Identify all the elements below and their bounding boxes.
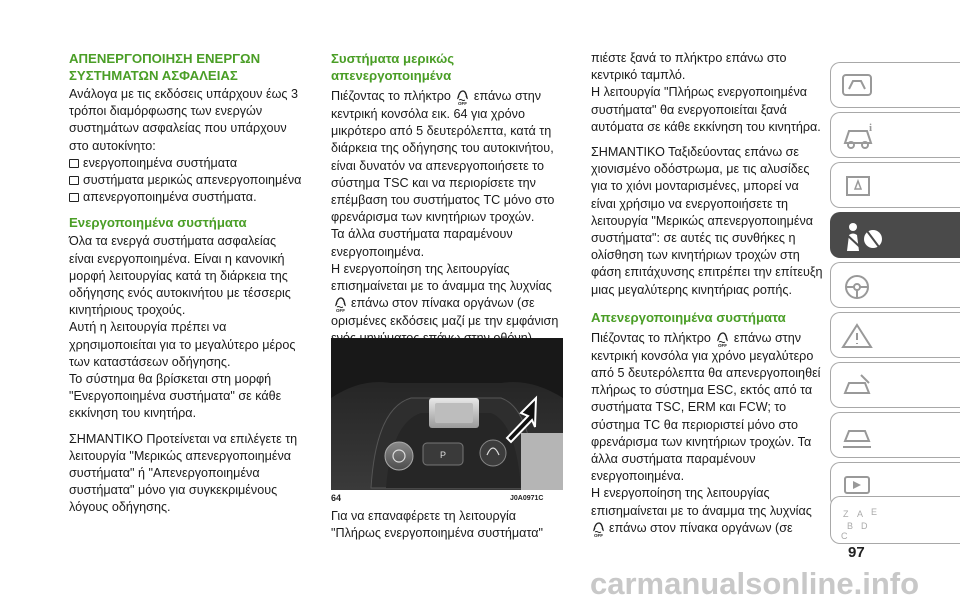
- section-title: Συστήματα μερικώς απενεργοποιημένα: [331, 51, 455, 83]
- paragraph: πιέστε ξανά το πλήκτρο επάνω στο κεντρικό ταμπλό.: [591, 51, 787, 83]
- subsection-title: Ενεργοποιημένα συστήματα: [69, 215, 247, 231]
- column-2: [331, 50, 563, 348]
- svg-text:D: D: [861, 521, 868, 531]
- svg-text:C: C: [841, 531, 848, 541]
- car-specs-icon: [839, 419, 879, 453]
- paragraph: Αυτή η λειτουργία πρέπει να χρησιμοποιείται για το μεγαλύτερο μέρος των καταστάσεων οδήγησης.: [69, 320, 296, 369]
- esc-off-button-icon: [455, 88, 470, 106]
- esc-off-indicator-icon: [333, 295, 348, 313]
- paragraph: Όλα τα ενεργά συστήματα ασφαλείας είναι ενεργοποιημένα. Είναι η κανονική μορφή λειτουργίας κατά τη διάρκεια της οδήγησης ενός αυτοκινήτου με τέσσερις κινητήριους τροχούς.: [69, 234, 291, 318]
- column-3: [591, 50, 823, 538]
- warning-icon: [839, 169, 879, 203]
- bullet-item: συστήματα μερικώς απενεργοποιημένα: [69, 172, 303, 189]
- svg-text:OFF: OFF: [336, 308, 345, 314]
- paragraph: Για να επαναφέρετε τη λειτουργία "Πλήρως ενεργοποιημένα συστήματα": [331, 509, 544, 541]
- checkbox-icon: [69, 193, 79, 202]
- car-info-icon: [839, 119, 879, 153]
- svg-text:P: P: [439, 450, 447, 460]
- center-console-photo: [331, 338, 563, 490]
- wrench-car-icon: [839, 369, 879, 403]
- svg-text:E: E: [871, 507, 878, 517]
- paragraph-important: ΣΗΜΑΝΤΙΚΟ Ταξιδεύοντας επάνω σε χιονισμένο οδόστρωμα, με τις αλυσίδες για το χιόνι μονταρισμένες, μπορεί να είναι χρήσιμο να ενεργοποιήσετε τη λειτουργία "Μερικώς απενεργοποιημένα συστήματα": σε αυτές τις συνθήκες η ολίσθηση των κινητήριων τροχών στη φάση επιτάχυνσης επιτρέπει την επίτευξη μιας μεγαλύτερης κινητήριας ροπής.: [591, 145, 823, 297]
- checkbox-icon: [69, 159, 79, 168]
- esc-off-indicator-icon: [591, 520, 606, 538]
- chapter-tab-technical-data[interactable]: [830, 412, 960, 458]
- chapter-tab-starting[interactable]: [830, 262, 960, 308]
- paragraph: Το σύστημα θα βρίσκεται στη μορφή "Ενεργοποιημένα συστήματα" σε κάθε εκκίνηση του κινητήρα.: [69, 372, 282, 421]
- paragraph: Η ενεργοποίηση της λειτουργίας επισημαίνεται με το άναμμα της λυχνίας OFF επάνω στον πίνακα οργάνων (σε ορισμένες εκδόσεις μαζί με την εμφάνιση: [331, 261, 559, 329]
- emergency-triangle-icon: [839, 319, 879, 353]
- dashboard-car-icon: [839, 69, 879, 103]
- column-2-bottom: [331, 508, 563, 542]
- intro-paragraph: Ανάλογα με τις εκδόσεις υπάρχουν έως 3 τρόποι διαμόρφωσης των ενεργών συστημάτων ασφαλείας που υπάρχουν στο αυτοκίνητο:: [69, 87, 298, 153]
- steering-wheel-icon: [839, 269, 879, 303]
- esc-off-button-icon: [715, 330, 730, 348]
- svg-text:OFF: OFF: [717, 342, 727, 348]
- bullet-item: απενεργοποιημένα συστήματα.: [69, 189, 303, 206]
- figure-number: 64: [331, 493, 342, 503]
- checkbox-icon: [69, 176, 79, 185]
- section-title-line2: ΣΥΣΤΗΜΑΤΩΝ ΑΣΦΑΛΕΙΑΣ: [69, 68, 238, 83]
- svg-text:B: B: [847, 521, 854, 531]
- paragraph: Τα άλλα συστήματα παραμένουν ενεργοποιημένα.: [331, 227, 513, 259]
- chapter-tab-index[interactable]: [830, 496, 960, 544]
- chapter-tab-warnings[interactable]: [830, 162, 960, 208]
- chapter-tab-dashboard[interactable]: [830, 62, 960, 108]
- chapter-tab-safety[interactable]: [830, 212, 960, 258]
- paragraph-important: ΣΗΜΑΝΤΙΚΟ Προτείνεται να επιλέγετε τη λειτουργία "Μερικώς απενεργοποιημένα συστήματα" ή "Απενεργοποιημένα συστήματα" μόνο για συγκεκριμένους λόγους οδήγησης.: [69, 431, 298, 515]
- watermark: carmanualsonline.info: [590, 566, 920, 601]
- alphabet-index-icon: [839, 503, 889, 543]
- svg-text:OFF: OFF: [457, 101, 467, 106]
- paragraph: Η ενεργοποίηση της λειτουργίας επισημαίνεται με το άναμμα της λυχνίας OFF επάνω στον πίνακα οργάνων (σε: [591, 486, 812, 538]
- svg-text:A: A: [857, 509, 864, 519]
- section-title: ΑΠΕΝΕΡΓΟΠΟΙΗΣΗ ΕΝΕΡΓΩΝ: [69, 51, 261, 66]
- page-number: 97: [848, 544, 865, 561]
- svg-text:OFF: OFF: [594, 532, 603, 538]
- console-illustration: [331, 338, 563, 490]
- svg-text:Z: Z: [843, 509, 849, 519]
- paragraph: Πιέζοντας το πλήκτρο OFF επάνω στην κεντρική κονσόλα για χρόνο μεγαλύτερο από 5 δευτερόλεπτα θα απενεργοποιηθεί πλήρως το σύστημα ESC, εκτός από τα συστήματα TSC, ERM και FCW; το σύστημα TC θα περιοριστεί μόνο στο φρενάρισμα των κινητήριων τροχών. Τα άλλα συστήματα παραμένουν ενεργοποιημένα.: [591, 330, 821, 484]
- svg-text:i: i: [869, 122, 873, 134]
- seatbelt-airbag-icon: [839, 219, 889, 255]
- chapter-tab-emergency[interactable]: [830, 312, 960, 358]
- bullet-item: ενεργοποιημένα συστήματα: [69, 155, 303, 172]
- section-title: Απενεργοποιημένα συστήματα: [591, 309, 786, 325]
- paragraph: Πιέζοντας το πλήκτρο OFF επάνω στην κεντρική κονσόλα εικ. 64 για χρόνο μικρότερο από 5 δευτερόλεπτα, κατά τη διάρκεια της οδήγησης του αυτοκινήτου, είναι δυνατόν να απενεργοποιήσετε το σύστημα TSC και να περιορίσετε την επέμβαση του συστήματος TC μόνο στο φρενάρισμα των κινητήριων τροχών.: [331, 89, 555, 225]
- chapter-tab-maintenance[interactable]: [830, 362, 960, 408]
- chapter-tab-knowing[interactable]: [830, 112, 960, 158]
- paragraph: Η λειτουργία "Πλήρως ενεργοποιημένα συστήματα" θα ενεργοποιείται ξανά αυτόματα σε κάθε εκκίνηση του κινητήρα.: [591, 85, 821, 134]
- column-1: [69, 50, 303, 517]
- figure-code: J0A0971C: [510, 495, 544, 502]
